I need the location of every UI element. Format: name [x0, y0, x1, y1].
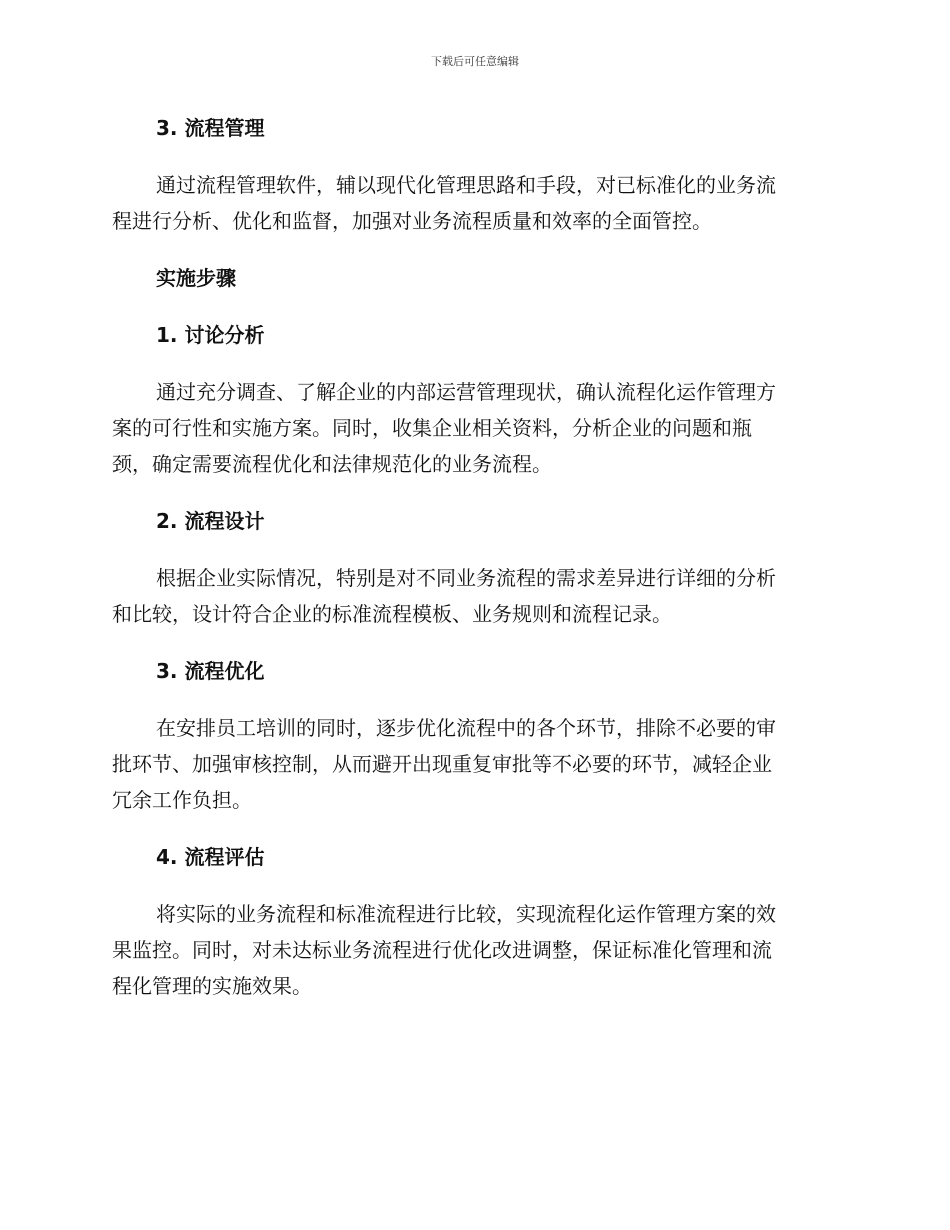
section-heading-process-evaluation: 4. 流程评估 [156, 845, 265, 869]
section-heading-process-optimization: 3. 流程优化 [156, 659, 265, 683]
paragraph-process-optimization [112, 710, 832, 818]
section-heading-implementation-steps: 实施步骤 [156, 266, 236, 290]
paragraph-line: 程进行分析、优化和监督，加强对业务流程质量和效率的全面管控。 [112, 209, 712, 233]
paragraph-process-evaluation [112, 896, 832, 1004]
section-heading-process-management: 3. 流程管理 [156, 116, 265, 140]
paragraph-line: 果监控。同时，对未达标业务流程进行优化改进调整，保证标准化管理和流 [112, 938, 772, 962]
paragraph-process-management [112, 167, 832, 239]
page-header: 下载后可任意编辑 [431, 55, 519, 68]
section-heading-discussion-analysis: 1. 讨论分析 [156, 323, 265, 347]
paragraph-discussion-analysis [112, 374, 832, 482]
paragraph-line: 将实际的业务流程和标准流程进行比较，实现流程化运作管理方案的效 [156, 902, 776, 926]
paragraph-process-design [112, 560, 832, 632]
paragraph-line: 案的可行性和实施方案。同时，收集企业相关资料，分析企业的问题和瓶 [112, 416, 752, 440]
section-heading-process-design: 2. 流程设计 [156, 509, 265, 533]
paragraph-line: 根据企业实际情况，特别是对不同业务流程的需求差异进行详细的分析 [156, 566, 776, 590]
paragraph-line: 通过流程管理软件，辅以现代化管理思路和手段，对已标准化的业务流 [156, 173, 776, 197]
paragraph-line: 在安排员工培训的同时，逐步优化流程中的各个环节，排除不必要的审 [156, 716, 776, 740]
paragraph-line: 颈，确定需要流程优化和法律规范化的业务流程。 [112, 452, 552, 476]
paragraph-line: 程化管理的实施效果。 [112, 974, 312, 998]
paragraph-line: 批环节、加强审核控制，从而避开出现重复审批等不必要的环节，减轻企业 [112, 752, 772, 776]
paragraph-line: 通过充分调查、了解企业的内部运营管理现状，确认流程化运作管理方 [156, 380, 776, 404]
paragraph-line: 冗余工作负担。 [112, 788, 252, 812]
document-body [112, 110, 832, 1025]
paragraph-line: 和比较，设计符合企业的标准流程模板、业务规则和流程记录。 [112, 602, 672, 626]
